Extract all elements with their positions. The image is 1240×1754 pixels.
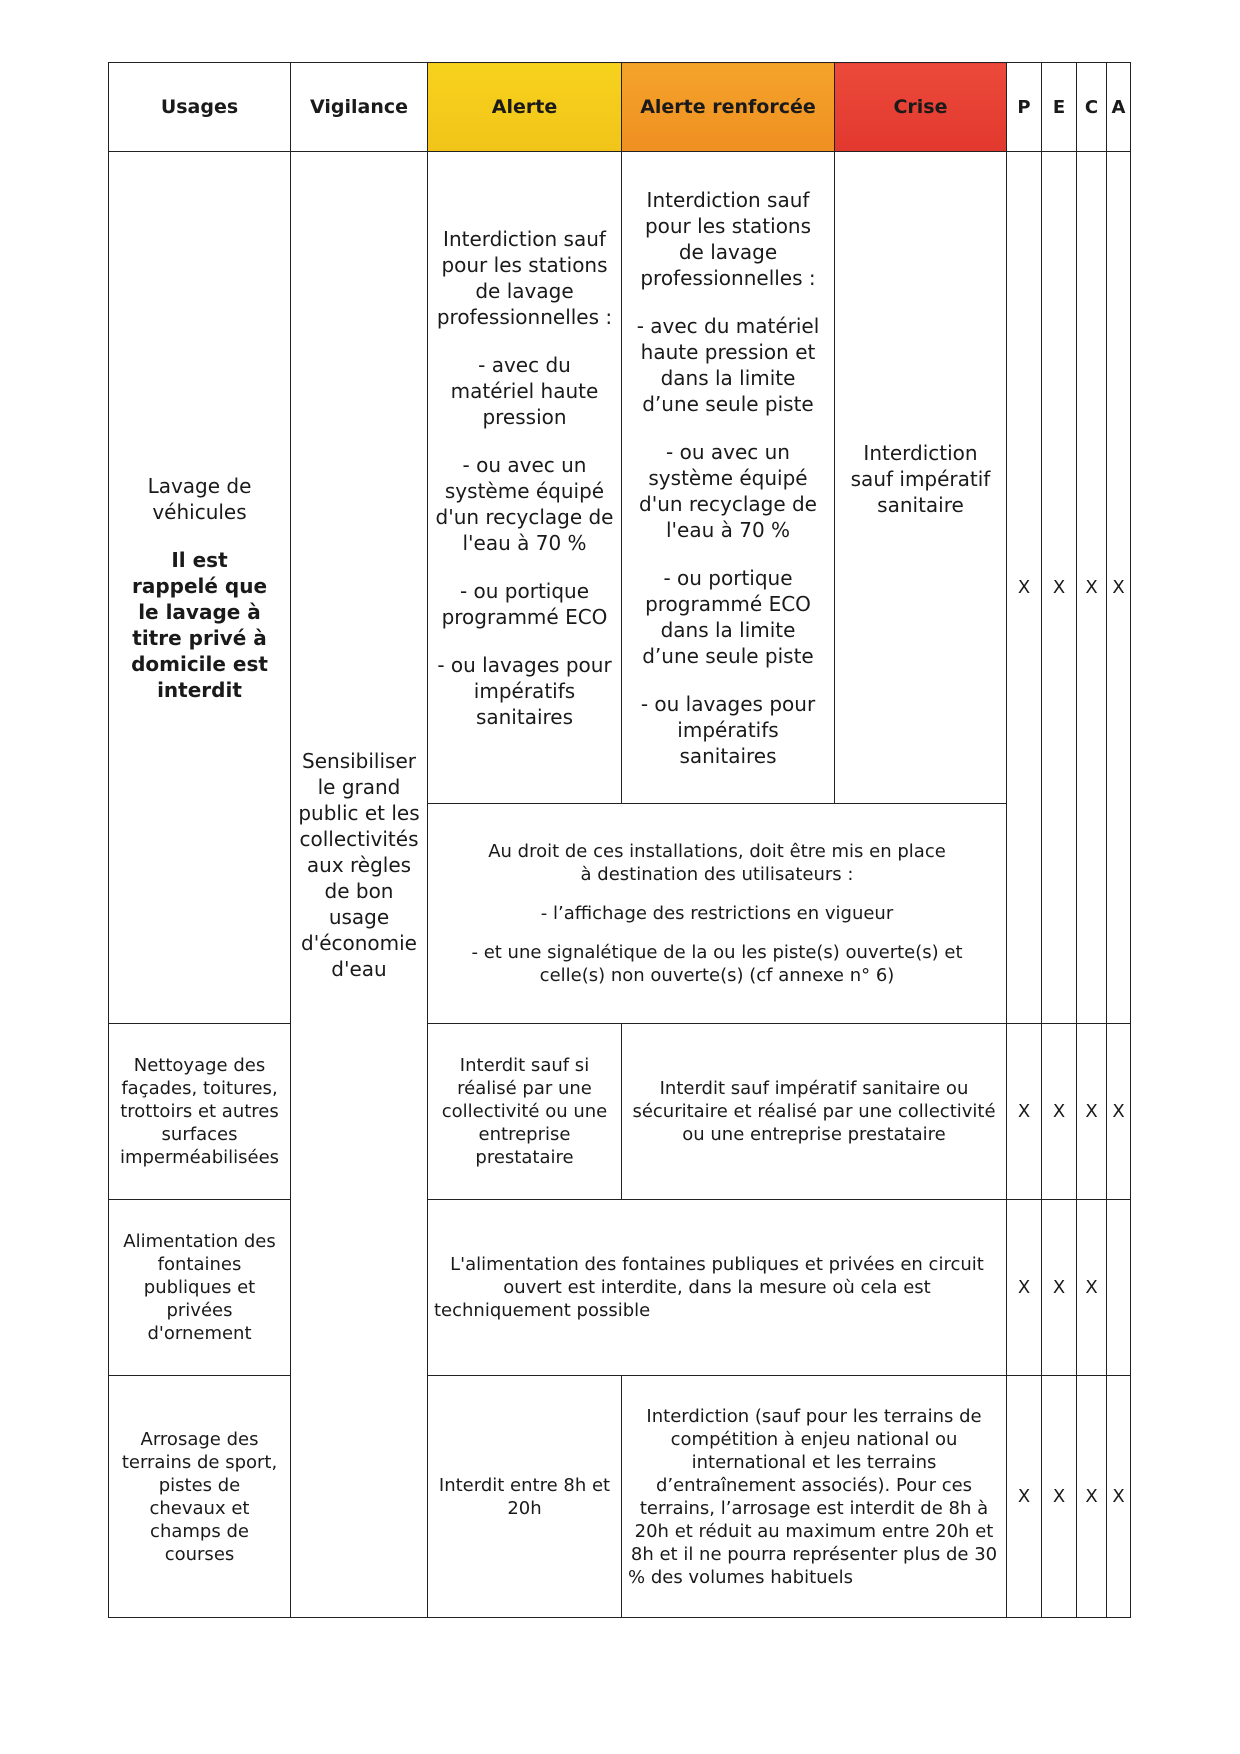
header-e: E <box>1042 63 1077 152</box>
arrosage-renforcee-crise: Interdiction (sauf pour les terrains de compétition à enjeu national ou international et les terrains d’entraînement associés). Pour ces terrains, l’arrosage est interdit de 8h à 20h et réduit au maximum entre 20h et 8h et il ne pourra représenter plus de 30 % des volumes habituels <box>622 1376 1007 1618</box>
lavage-note-line1: Au droit de ces installations, doit être mis en place à destination des utilisateurs : <box>488 841 946 885</box>
fontaines-text: L'alimentation des fontaines publiques et privées en circuit ouvert est interdite, dans la mesure où cela est techniquement possible <box>428 1200 1007 1376</box>
table-row-arrosage <box>109 1376 1131 1618</box>
nettoyage-p: X <box>1007 1024 1042 1200</box>
fontaines-e: X <box>1042 1200 1077 1376</box>
lavage-note-line3: - et une signalétique de la ou les piste(s) ouverte(s) et celle(s) non ouverte(s) (cf annexe n° 6) <box>471 942 963 986</box>
fontaines-c: X <box>1077 1200 1107 1376</box>
lavage-note-cell <box>428 804 1007 1024</box>
header-vigilance: Vigilance <box>291 63 428 152</box>
header-p: P <box>1007 63 1042 152</box>
lavage-alerte-item4: - ou lavages pour impératifs sanitaires <box>437 652 612 729</box>
vigilance-text: Sensibiliser le grand public et les collectivités aux règles de bon usage d'économie d'eau <box>298 748 420 981</box>
lavage-e: X <box>1042 152 1077 1024</box>
lavage-alerte-intro: Interdiction sauf pour les stations de lavage professionnelles : <box>436 226 613 329</box>
table-row-nettoyage <box>109 1024 1131 1200</box>
arrosage-p: X <box>1007 1376 1042 1618</box>
header-alerte: Alerte <box>428 63 622 152</box>
lavage-renforcee-cell <box>622 152 835 804</box>
lavage-c: X <box>1077 152 1107 1024</box>
header-a: A <box>1107 63 1131 152</box>
table-row-fontaines <box>109 1200 1131 1376</box>
nettoyage-c: X <box>1077 1024 1107 1200</box>
restrictions-table <box>108 62 1131 1618</box>
nettoyage-renforcee-crise: Interdit sauf impératif sanitaire ou sécuritaire et réalisé par une collectivité ou une entreprise prestataire <box>622 1024 1007 1200</box>
lavage-crise-cell <box>835 152 1007 804</box>
lavage-note-line2: - l’affichage des restrictions en vigueur <box>540 903 894 924</box>
fontaines-a <box>1107 1200 1131 1376</box>
usage-fontaines: Alimentation des fontaines publiques et privées d'ornement <box>109 1200 291 1376</box>
arrosage-a: X <box>1107 1376 1131 1618</box>
lavage-renforcee-item1: - avec du matériel haute pression et dans la limite d’une seule piste <box>636 313 820 416</box>
nettoyage-alerte: Interdit sauf si réalisé par une collectivité ou une entreprise prestataire <box>428 1024 622 1200</box>
lavage-renforcee-item3: - ou portique programmé ECO dans la limite d’une seule piste <box>642 565 814 668</box>
lavage-alerte-item1: - avec du matériel haute pression <box>450 352 599 429</box>
lavage-alerte-item2: - ou avec un système équipé d'un recyclage de l'eau à 70 % <box>435 452 614 555</box>
header-crise: Crise <box>835 63 1007 152</box>
usage-lavage: Lavage de véhicules <box>147 473 252 524</box>
header-c: C <box>1077 63 1107 152</box>
nettoyage-a: X <box>1107 1024 1131 1200</box>
lavage-a: X <box>1107 152 1131 1024</box>
lavage-alerte-item3: - ou portique programmé ECO <box>441 578 608 629</box>
nettoyage-e: X <box>1042 1024 1077 1200</box>
vigilance-cell <box>291 152 428 1618</box>
arrosage-alerte: Interdit entre 8h et 20h <box>428 1376 622 1618</box>
header-alerte-renforcee: Alerte renforcée <box>622 63 835 152</box>
table-row-lavage <box>109 152 1131 804</box>
arrosage-c: X <box>1077 1376 1107 1618</box>
lavage-p: X <box>1007 152 1042 1024</box>
header-row <box>109 63 1131 152</box>
lavage-alerte-cell <box>428 152 622 804</box>
fontaines-p: X <box>1007 1200 1042 1376</box>
usage-lavage-note: Il est rappelé que le lavage à titre privé à domicile est interdit <box>131 547 268 702</box>
usage-arrosage: Arrosage des terrains de sport, pistes de chevaux et champs de courses <box>109 1376 291 1618</box>
header-usages: Usages <box>109 63 291 152</box>
lavage-crise-text: Interdiction sauf impératif sanitaire <box>850 441 991 517</box>
lavage-renforcee-intro: Interdiction sauf pour les stations de lavage professionnelles : <box>640 187 816 290</box>
lavage-renforcee-item2: - ou avec un système équipé d'un recyclage de l'eau à 70 % <box>639 439 817 542</box>
arrosage-e: X <box>1042 1376 1077 1618</box>
lavage-renforcee-item4: - ou lavages pour impératifs sanitaires <box>640 691 816 768</box>
usage-lavage-cell <box>109 152 291 1024</box>
usage-nettoyage: Nettoyage des façades, toitures, trottoirs et autres surfaces imperméabilisées <box>109 1024 291 1200</box>
